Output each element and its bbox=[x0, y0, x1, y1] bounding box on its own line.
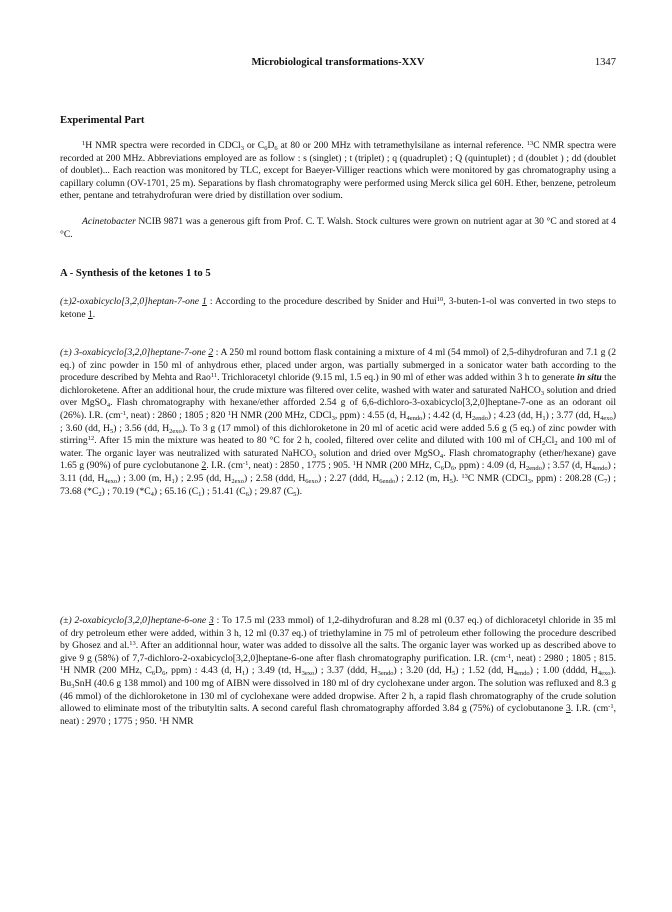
paragraph-culture: Acinetobacter NCIB 9871 was a generous gift from Prof. C. T. Walsh. Stock cultures were grown on nutrient agar at 30 °C and stored at 4 °C. bbox=[60, 216, 616, 240]
section-heading-experimental: Experimental Part bbox=[60, 115, 145, 126]
running-header bbox=[60, 57, 616, 71]
paragraph-ketone-1: (±)2-oxabicyclo[3,2,0]heptan-7-one 1 : According to the procedure described by Snider and Hui$^{10}$, 3-buten-1-ol was converted in two steps to ketone 1. bbox=[60, 296, 617, 320]
paragraph-ketone-2: (±) 3-oxabicyclo[3,2,0]heptane-7-one 2 : A 250 ml round bottom flask containing a mixture of 4 ml (54 mmol) of 2,5-dihydrofuran and 7.1 g (2 eq.) of zinc powder in 150 ml of anhydrous ether, placed under argon, was partially submerged in a sonicator water bath according to the procedure described by Mehta and Rao$^{11}$. Trichloracetyl chloride (9.15 ml, 1.5 eq.) in 90 ml of ether was added within 3 h to generate in situ the dichloroketene. After an additional hour, the crude mixture was filtered over celite, washed with water and saturated NaHCO$_3$ solution and dried over MgSO$_4$. Flash chromatography with hexane/ether afforded 2.54 g of 6,6-dichloro-3-oxabicyclo[3,2,0]heptane-7-one as an odorant oil (26%). I.R. ($cm^{-1}$, neat) : 2860 ; 1805 ; 820 $^1$H NMR (200 MHz, CDCl$_3$, ppm) : 4.55 (d, $H_{4endo}$) ; 4.42 (d, $H_{2endo}$) ; 4.23 (dd, $H_1$) ; 3.77 (dd, $H_{4exo}$) ; 3.60 (dd, $H_5$) ; 3.56 (dd, $H_{2exo}$). To 3 g (17 mmol) of this dichloroketone in 20 ml of acetic acid were added 5.6 g (5 eq.) of zinc powder with stirring$^{12}$. After 15 min the mixture was heated to 80 °C for 2 h, cooled, filtered over celite and diluted with 100 ml of $CH_2Cl_2$ and 100 ml of water. The organic layer was neutralized with saturated NaHCO$_3$ solution and dried over MgSO$_4$. Flash chromatography (ether/hexane) gave 1.65 g (90%) of pure cyclobutanone 2. I.R. ($cm^{-1}$, neat) : 2850 , 1775 ; 905. $^1$H NMR (200 MHz, $C_6D_6$, ppm) : 4.09 (d, $H_{2endo}$) ; 3.57 (d, $H_{4endo}$) ; 3.11 (dd, $H_{4exo}$) ; 3.00 (m, $H_1$) ; 2.95 (dd, $H_{2exo}$) ; 2.58 (ddd, $H_{6exo}$) ; 2.27 (ddd, $H_{6endo}$) ; 2.12 (m, $H_5$). $^{13}$C NMR (CDCl$_3$, ppm) : 208.28 $(C_7)$ ; 73.68 $(*C_2)$ ; 70.19 $(*C_4)$ ; 65.16 $(C_1)$ ; 51.41 $(C_6)$ ; 29.87 $(C_5)$. bbox=[60, 347, 617, 498]
running-title: Microbiological transformations-XXV bbox=[251, 57, 425, 68]
page-number: 1347 bbox=[594, 57, 616, 68]
paragraph-ketone-3: (±) 2-oxabicyclo[3,2,0]heptane-6-one 3 : To 17.5 ml (233 mmol) of 1,2-dihydrofuran and 8.28 ml (0.37 eq.) of dichloracetyl chloride in 35 ml of dry petroleum ether were added, within 3 h, 12 ml (0.37 eq.) of triethylamine in 75 ml of petroleum ether following the procedure described by Ghosez and al.$^{13}$. After an additionnal hour, water was added to dissolve all the salts. The organic layer was worked up as described above to give 9 g (58%) of 7,7-dichloro-2-oxabicyclo[3,2,0]heptane-6-one after flash chromatography purification. I.R. ($cm^{-1}$, neat) : 2980 ; 1805 ; 815. $^1$H NMR (200 MHz, $C_6D_6$, ppm) : 4.43 (d, $H_1$) ; 3.49 (td, $H_{3exo}$) ; 3.37 (ddd, $H_{3endo}$) ; 3.20 (dd, $H_5$) ; 1.52 (dd, $H_{4endo}$) ; 1.00 (dddd, $H_{4exo}$). $Bu_3SnH$ (40.6 g 138 mmol) and 100 mg of AIBN were dissolved in 180 ml of dry cyclohexane under argon. The solution was refluxed and 8.3 g (46 mmol) of the dichloroketone in 130 ml of cyclohexane were added dropwise. After 2 h, a rapid flash chromatography of the crude solution allowed to eliminate most of the tributyltin salts. A second careful flash chromatography afforded 3.84 g (75%) of cyclobutanone 3. I.R. ($cm^{-1}$, neat) : 2970 ; 1775 ; 950. $^1$H NMR bbox=[60, 615, 617, 727]
paragraph-general-methods: $^1$H NMR spectra were recorded in CDCl$_3$ or $C_6D_6$ at 80 or 200 MHz with tetramethylsilane as internal reference. $^{13}$C NMR spectra were recorded at 200 MHz. Abbreviations employed are as follow : s (singlet) ; t (triplet) ; q (quadruplet) ; Q (quintuplet) ; d (doublet ) ; dd (doublet of doublet)... Each reaction was monitored by TLC, except for Baeyer-Villiger reactions which were monitored by gas chromatography using a capillary column (OV-1701, 25 m). Separations by flash chromatography were performed using Merck silica gel 60H. Ether, benzene, petroleum ether, pentane and tetrahydrofuran were dried by distillation over sodium. bbox=[60, 140, 617, 202]
section-heading-synthesis: A - Synthesis of the ketones 1 to 5 bbox=[60, 268, 211, 279]
